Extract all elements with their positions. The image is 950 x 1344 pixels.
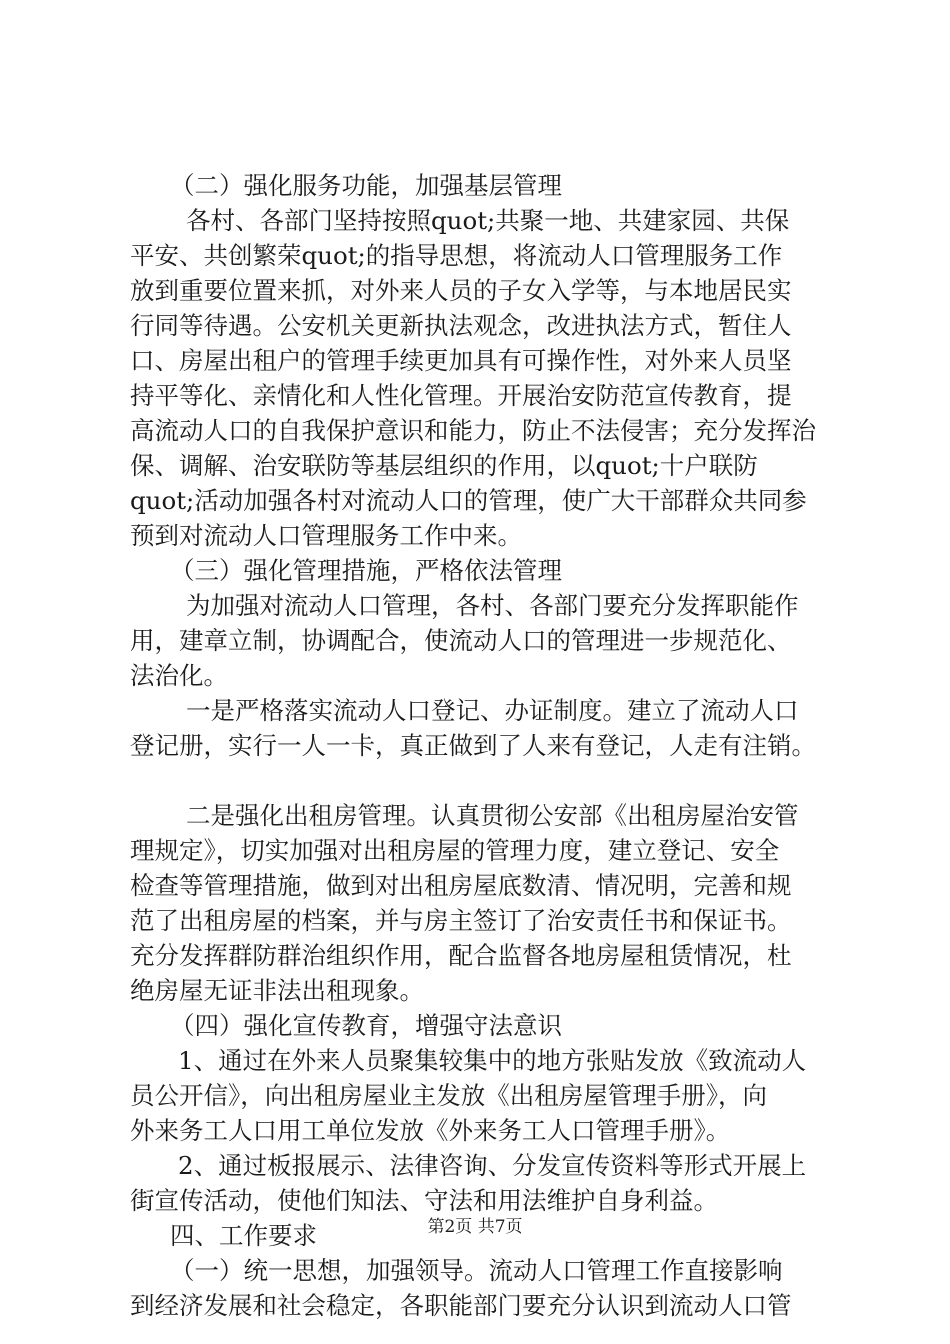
paragraph-line: 各村、各部门坚持按照quot;共聚一地、共建家园、共保 bbox=[186, 206, 790, 235]
paragraph-line: 一是严格落实流动人口登记、办证制度。建立了流动人口 bbox=[186, 696, 799, 725]
section-heading-4: （四）强化宣传教育，增强守法意识 bbox=[170, 1011, 562, 1040]
paragraph-line: 街宣传活动，使他们知法、守法和用法维护自身利益。 bbox=[130, 1186, 718, 1215]
paragraph-line: 平安、共创繁荣quot;的指导思想，将流动人口管理服务工作 bbox=[130, 241, 783, 270]
document-body bbox=[130, 168, 850, 1323]
paragraph-line: 充分发挥群防群治组织作用，配合监督各地房屋租赁情况，杜 bbox=[130, 941, 792, 970]
paragraph-line: 2、通过板报展示、法律咨询、分发宣传资料等形式开展上 bbox=[178, 1151, 807, 1180]
paragraph-line: 预到对流动人口管理服务工作中来。 bbox=[130, 521, 522, 550]
paragraph-line: quot;活动加强各村对流动人口的管理，使广大干部群众共同参 bbox=[130, 486, 807, 515]
paragraph-line: 理规定》，切实加强对出租房屋的管理力度，建立登记、安全 bbox=[130, 836, 780, 865]
section-heading-3: （三）强化管理措施，严格依法管理 bbox=[170, 556, 562, 585]
paragraph-line: 范了出租房屋的档案，并与房主签订了治安责任书和保证书。 bbox=[130, 906, 792, 935]
paragraph-line: 高流动人口的自我保护意识和能力，防止不法侵害；充分发挥治 bbox=[130, 416, 816, 445]
paragraph-line: 1、通过在外来人员聚集较集中的地方张贴发放《致流动人 bbox=[178, 1046, 807, 1075]
paragraph-line: 检查等管理措施，做到对出租房屋底数清、情况明，完善和规 bbox=[130, 871, 792, 900]
paragraph-line: 到经济发展和社会稳定，各职能部门要充分认识到流动人口管 bbox=[130, 1291, 792, 1320]
paragraph-line: 放到重要位置来抓，对外来人员的子女入学等，与本地居民实 bbox=[130, 276, 792, 305]
section-heading-work-requirements: 四、工作要求 bbox=[170, 1221, 317, 1250]
paragraph-line: 行同等待遇。公安机关更新执法观念，改进执法方式，暂住人 bbox=[130, 311, 792, 340]
paragraph-line: 用，建章立制，协调配合，使流动人口的管理进一步规范化、 bbox=[130, 626, 792, 655]
paragraph-line: 绝房屋无证非法出租现象。 bbox=[130, 976, 424, 1005]
paragraph-line: 口、房屋出租户的管理手续更加具有可操作性，对外来人员坚 bbox=[130, 346, 792, 375]
section-heading-2: （二）强化服务功能，加强基层管理 bbox=[170, 171, 562, 200]
paragraph-line: 员公开信》，向出租房屋业主发放《出租房屋管理手册》，向 bbox=[130, 1081, 767, 1110]
paragraph-line: 为加强对流动人口管理，各村、各部门要充分发挥职能作 bbox=[186, 591, 799, 620]
paragraph-line: 外来务工人口用工单位发放《外来务工人口管理手册》。 bbox=[130, 1116, 731, 1145]
paragraph-line: 持平等化、亲情化和人性化管理。开展治安防范宣传教育，提 bbox=[130, 381, 792, 410]
paragraph-line: 保、调解、治安联防等基层组织的作用，以quot;十户联防 bbox=[130, 451, 758, 480]
paragraph-line: 登记册，实行一人一卡，真正做到了人来有登记，人走有注销。 bbox=[130, 731, 816, 760]
paragraph-gap bbox=[130, 763, 850, 798]
paragraph-line: 法治化。 bbox=[130, 661, 228, 690]
page-number-footer: 第2页 共7页 bbox=[427, 1217, 523, 1237]
paragraph-line: 二是强化出租房管理。认真贯彻公安部《出租房屋治安管 bbox=[186, 801, 799, 830]
paragraph-line: （一）统一思想，加强领导。流动人口管理工作直接影响 bbox=[170, 1256, 783, 1285]
